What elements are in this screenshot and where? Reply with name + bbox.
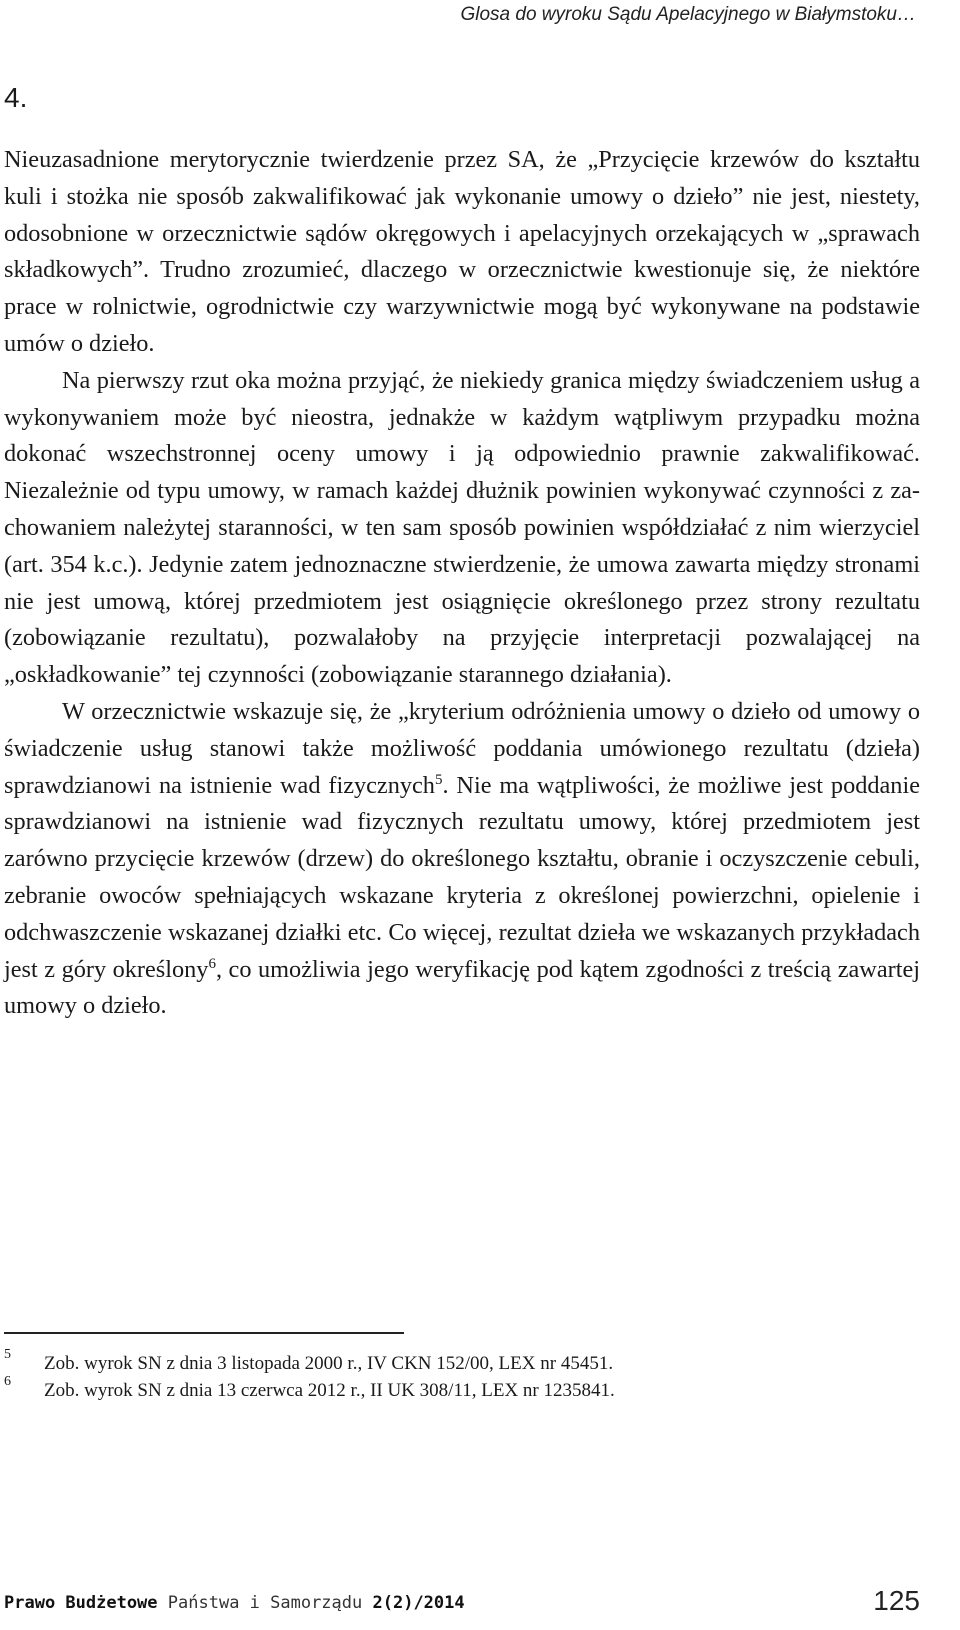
paragraph-3 (4, 694, 920, 1025)
footnote-6 (4, 1374, 920, 1404)
footnote-5 (4, 1347, 920, 1377)
journal-name-main: Prawo Budżetowe (4, 1593, 158, 1613)
section-number: 4. (4, 82, 28, 113)
journal-issue: 2(2)/2014 (372, 1593, 465, 1613)
paragraph-2: Na pierwszy rzut oka można przyjąć, że niekiedy granica między świadczeniem usług a wykonywaniem może być nieostra, jednakże w każdym wątpliwym przypadku można dokonać wszechstronnej oceny umowy i ją odpowiednio prawnie zakwalifikować. Niezależnie od typu umowy, w ramach każdej dłużnik powinien wykonywać czynności z zachowaniem należytej staranności, w ten sam sposób powinien współdziałać z nim wierzyciel (art. 354 k.c.). Jedynie zatem jednoznaczne stwierdzenie, że umowa zawarta między stronami nie jest umową, której przedmiotem jest osiągnięcie określonego przez strony rezultatu (zobowiązanie rezultatu), pozwalałoby na przyjęcie interpretacji pozwalającej na „oskładkowanie” tej czynności (zobowiązanie starannego działania). (4, 366, 920, 689)
footnote-ref-6[interactable]: 6 (208, 955, 216, 972)
journal-name (4, 1593, 465, 1613)
footnote-number: 6 (4, 1374, 11, 1389)
paragraph-3-text-b: . Nie ma wątpliwości, że możliwe jest poddanie sprawdzianowi na istnienie wad fizycznych rezultatu umowy, której przedmiotem jest zarówno przycięcie krzewów (drzew) do określonego kształtu, obranie i oczyszczenie cebuli, zebranie owoców spełniających wskazane kryteria z określonej powierzchni, opielenie i odchwaszczenie wskazanej działki etc. Co więcej, rezultat dzieła we wskazanych przykładach jest z góry określony (4, 771, 920, 983)
footnote-separator (4, 1332, 404, 1334)
paragraph-3-text-c: , co umożliwia jego weryfikację pod kątem zgodności z treścią zawartej umowy o dzieło. (4, 955, 921, 1020)
paragraph-3-text-a: W orzecznictwie wskazuje się, że „kryterium odróżnienia umowy o dzieło od umowy o świadczenie usług stanowi także możliwość poddania umówionego rezultatu (dzieła) sprawdzianowi na istnienie wad fizycznych (4, 697, 920, 799)
footnote-ref-5[interactable]: 5 (434, 771, 443, 788)
footnote-text: Zob. wyrok SN z dnia 13 czerwca 2012 r., II UK 308/11, LEX nr 1235841. (44, 1380, 615, 1401)
page-footer (4, 1567, 920, 1617)
footnote-number: 5 (4, 1347, 11, 1362)
body-text (4, 142, 920, 1025)
journal-name-sub: Państwa i Samorządu (167, 1593, 363, 1613)
paragraph-1: Nieuzasadnione merytorycznie twierdzenie przez SA, że „Przycięcie krzewów do kształtu kuli i stożka nie sposób zakwalifikować jak wykonanie umowy o dzieło” nie jest, niestety, odosobnione w orzecznictwie sądów okręgowych i apelacyjnych orzekających w „sprawach składkowych”. Trudno zrozumieć, dlaczego w orzecznictwie kwestionuje się, że niektóre prace w rolnictwie, ogrodnictwie czy warzywnictwie mogą być wykonywane na podstawie umów o dzieło. (4, 146, 920, 357)
running-header: Glosa do wyroku Sądu Apelacyjnego w Białymstoku… (460, 4, 916, 25)
page-number: 125 (873, 1585, 920, 1616)
footnote-text: Zob. wyrok SN z dnia 3 listopada 2000 r., IV CKN 152/00, LEX nr 45451. (44, 1353, 614, 1374)
footnotes (4, 1347, 920, 1404)
